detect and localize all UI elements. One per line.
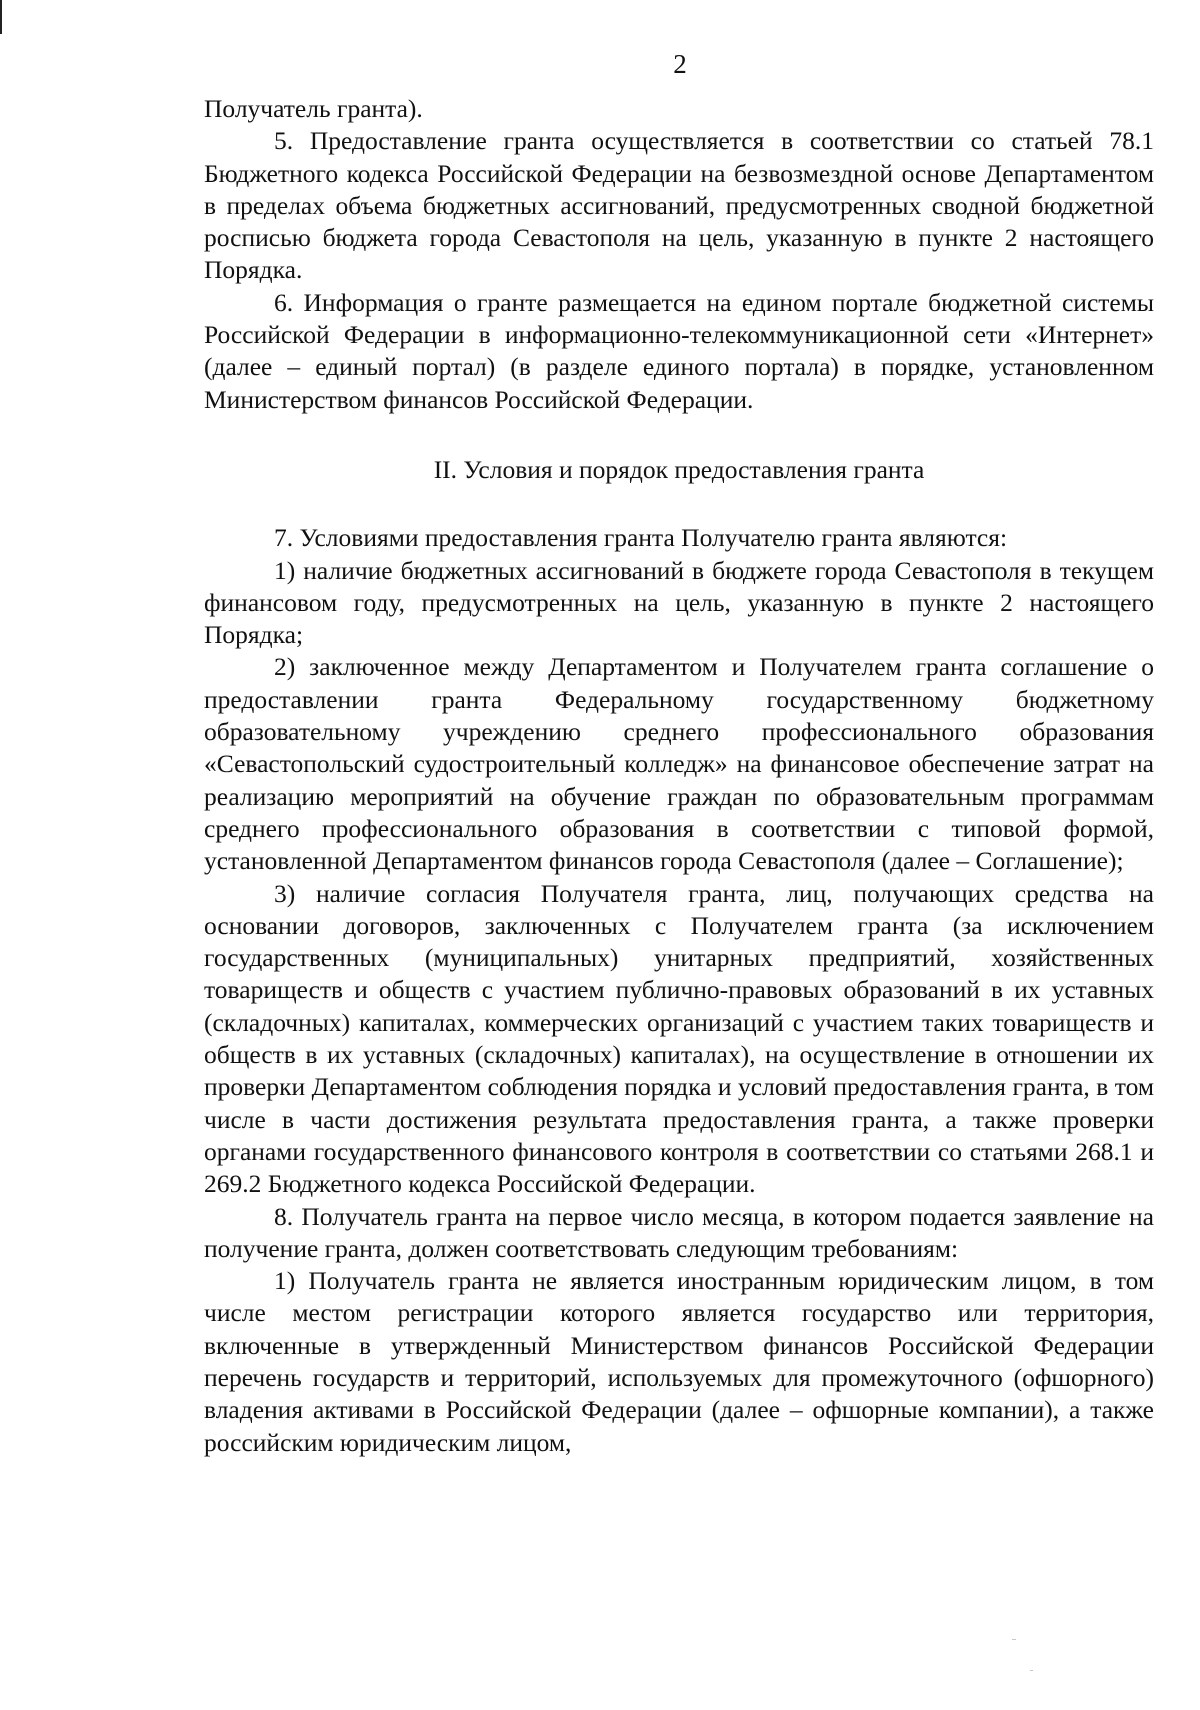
page-number: 2 — [673, 49, 687, 79]
subitem-8-1: 1) Получатель гранта не является иностранным юридическим лицом, в том числе местом регистрации которого является государство или территория, включенные в утвержденный Министерством финансов Российской Федерации перечень государств и территорий, используемых для промежуточного (офшорного) владения активами в Российской Федерации (далее – офшорные компании), а также российским юридическим лицом, — [204, 1266, 1154, 1457]
section-title: II. Условия и порядок предоставления гранта — [433, 454, 925, 484]
paragraph-item-5: 5. Предоставление гранта осуществляется в соответствии со статьей 78.1 Бюджетного кодекса Российской Федерации на безвозмездной основе Департаментом в пределах объема бюджетных ассигнований, предусмотренных сводной бюджетной росписью бюджета города Севастополя на цель, указанную в пункте 2 настоящего Порядка. — [204, 126, 1154, 285]
scan-speck — [1012, 1639, 1016, 1640]
document-body — [204, 93, 1154, 1459]
paragraph-item-6: 6. Информация о гранте размещается на едином портале бюджетной системы Российской Федерации в информационно-телекоммуникационной сети «Интернет» (далее – единый портал) (в разделе единого портала) в порядке, установленном Министерством финансов Российской Федерации. — [204, 287, 1154, 414]
subitem-7-1: 1) наличие бюджетных ассигнований в бюджете города Севастополя в текущем финансовом году, предусмотренных на цель, указанную в пункте 2 настоящего Порядка; — [204, 555, 1154, 650]
paragraph-continuation: Получатель гранта). — [204, 94, 423, 123]
scan-speck — [1030, 1670, 1033, 1671]
scan-edge-mark — [0, 0, 2, 34]
subitem-7-3: 3) наличие согласия Получателя гранта, лиц, получающих средства на основании договоров, заключенных с Получателем гранта (за исключением государственных (муниципальных) унитарных предприятий, хозяйственных товариществ и обществ с участием публично-правовых образований в их уставных (складочных) капиталах, коммерческих организаций с участием таких товариществ и обществ в их уставных (складочных) капиталах), на осуществление в отношении их проверки Департаментом соблюдения порядка и условий предоставления гранта, в том числе в части достижения результата предоставления гранта, а также проверки органами государственного финансового контроля в соответствии со статьями 268.1 и 269.2 Бюджетного кодекса Российской Федерации. — [204, 878, 1154, 1199]
paragraph-item-8: 8. Получатель гранта на первое число месяца, в котором подается заявление на получение гранта, должен соответствовать следующим требованиям: — [204, 1201, 1154, 1263]
paragraph-item-7: 7. Условиями предоставления гранта Получателю гранта являются: — [274, 523, 1008, 553]
subitem-7-2: 2) заключенное между Департаментом и Получателем гранта соглашение о предоставлении гранта Федеральному государственному бюджетному образовательному учреждению среднего профессионального образования «Севастопольский судостроительный колледж» на финансовое обеспечение затрат на реализацию мероприятий на обучение граждан по образовательным программам среднего профессионального образования в соответствии с типовой формой, установленной Департаментом финансов города Севастополя (далее – Соглашение); — [204, 652, 1154, 876]
